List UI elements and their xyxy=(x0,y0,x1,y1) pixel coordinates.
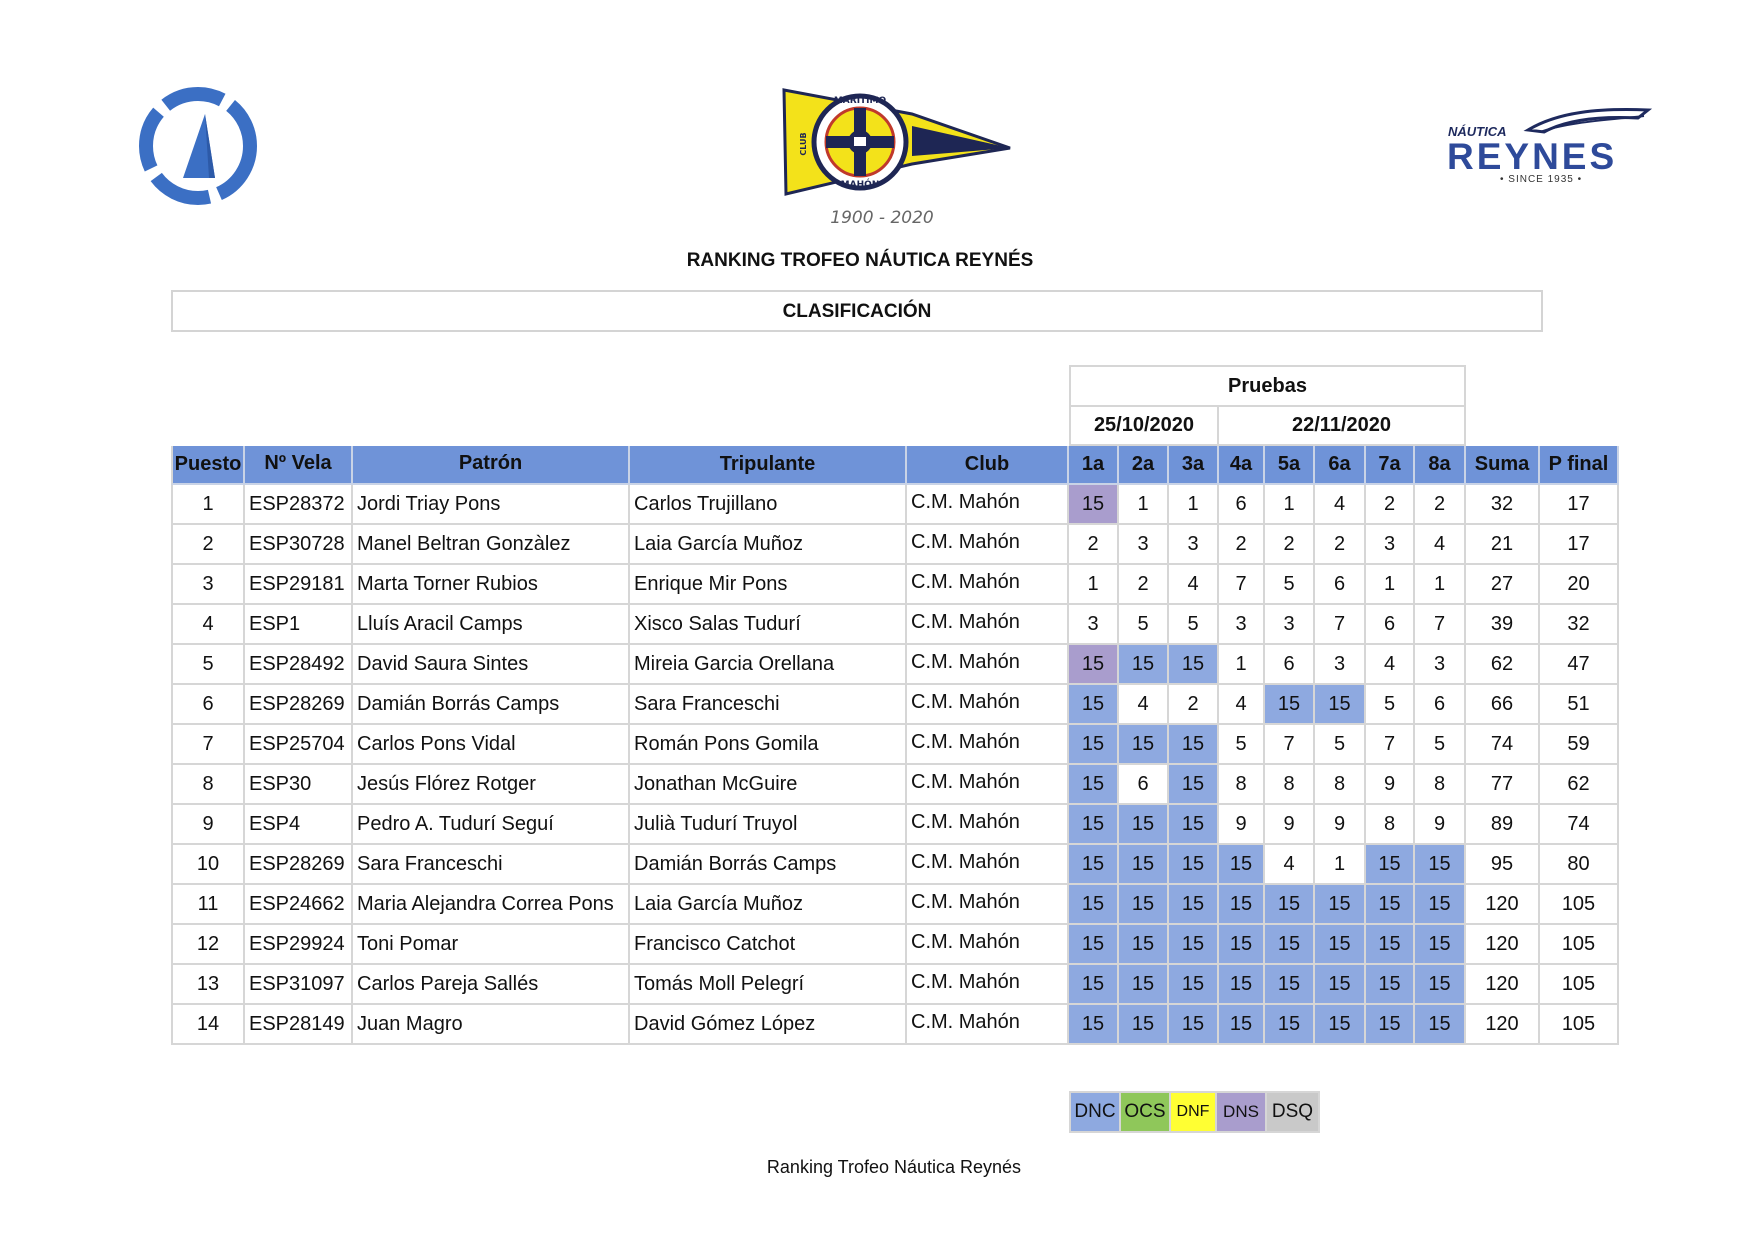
cell-race-6: 3 xyxy=(1315,645,1366,685)
cell-race-1: 15 xyxy=(1069,885,1119,925)
legend-dsq: DSQ xyxy=(1267,1093,1318,1131)
cell-final: 105 xyxy=(1540,965,1619,1005)
cell-puesto: 3 xyxy=(171,565,245,605)
cell-race-5: 15 xyxy=(1265,685,1315,725)
cell-race-3: 15 xyxy=(1169,725,1219,765)
cell-race-4: 15 xyxy=(1219,965,1265,1005)
logo-text-left: CLUB xyxy=(799,132,808,156)
cell-vela: ESP30 xyxy=(245,765,353,805)
cell-race-3: 15 xyxy=(1169,965,1219,1005)
column-header: Suma xyxy=(1466,446,1540,485)
cell-vela: ESP28269 xyxy=(245,685,353,725)
cell-race-8: 15 xyxy=(1415,1005,1466,1045)
cell-race-1: 15 xyxy=(1069,1005,1119,1045)
cell-patron: Juan Magro xyxy=(353,1005,630,1045)
cell-race-2: 3 xyxy=(1119,525,1169,565)
cell-vela: ESP31097 xyxy=(245,965,353,1005)
cell-race-3: 15 xyxy=(1169,885,1219,925)
cell-club: C.M. Mahón xyxy=(907,565,1069,605)
cell-suma: 120 xyxy=(1466,885,1540,925)
cell-race-4: 7 xyxy=(1219,565,1265,605)
cell-race-4: 1 xyxy=(1219,645,1265,685)
cell-tripulante: Sara Franceschi xyxy=(630,685,907,725)
cell-vela: ESP30728 xyxy=(245,525,353,565)
cell-tripulante: Laia García Muñoz xyxy=(630,525,907,565)
cell-suma: 120 xyxy=(1466,965,1540,1005)
cell-race-2: 1 xyxy=(1119,485,1169,525)
column-header: 5a xyxy=(1265,446,1315,485)
column-header: 7a xyxy=(1366,446,1415,485)
cell-puesto: 13 xyxy=(171,965,245,1005)
cell-race-2: 2 xyxy=(1119,565,1169,605)
cell-puesto: 9 xyxy=(171,805,245,845)
cell-vela: ESP28492 xyxy=(245,645,353,685)
cell-race-6: 15 xyxy=(1315,885,1366,925)
club-years: 1900 - 2020 xyxy=(830,208,934,228)
cell-race-6: 8 xyxy=(1315,765,1366,805)
sailing-federation-logo xyxy=(133,86,263,206)
cell-race-7: 15 xyxy=(1366,845,1415,885)
cell-race-2: 15 xyxy=(1119,1005,1169,1045)
cell-race-6: 4 xyxy=(1315,485,1366,525)
cell-race-6: 9 xyxy=(1315,805,1366,845)
cell-race-6: 15 xyxy=(1315,1005,1366,1045)
legend-dnc: DNC xyxy=(1071,1093,1121,1131)
cell-tripulante: Damián Borrás Camps xyxy=(630,845,907,885)
cell-race-8: 3 xyxy=(1415,645,1466,685)
cell-puesto: 12 xyxy=(171,925,245,965)
cell-race-4: 2 xyxy=(1219,525,1265,565)
cell-race-1: 15 xyxy=(1069,645,1119,685)
cell-race-5: 5 xyxy=(1265,565,1315,605)
cell-puesto: 4 xyxy=(171,605,245,645)
cell-race-6: 15 xyxy=(1315,925,1366,965)
column-header: 8a xyxy=(1415,446,1466,485)
cell-final: 47 xyxy=(1540,645,1619,685)
cell-race-4: 6 xyxy=(1219,485,1265,525)
cell-race-4: 15 xyxy=(1219,1005,1265,1045)
cell-patron: Marta Torner Rubios xyxy=(353,565,630,605)
cell-race-7: 2 xyxy=(1366,485,1415,525)
cell-race-5: 6 xyxy=(1265,645,1315,685)
cell-race-8: 9 xyxy=(1415,805,1466,845)
cell-puesto: 5 xyxy=(171,645,245,685)
cell-race-4: 9 xyxy=(1219,805,1265,845)
cell-tripulante: Francisco Catchot xyxy=(630,925,907,965)
cell-tripulante: Julià Tudurí Truyol xyxy=(630,805,907,845)
cell-race-3: 15 xyxy=(1169,845,1219,885)
cell-race-1: 15 xyxy=(1069,685,1119,725)
cell-race-5: 15 xyxy=(1265,965,1315,1005)
cell-race-5: 8 xyxy=(1265,765,1315,805)
brand-nautica: NÁUTICA xyxy=(1448,124,1507,139)
cell-race-2: 15 xyxy=(1119,885,1169,925)
cell-tripulante: Jonathan McGuire xyxy=(630,765,907,805)
cell-race-6: 15 xyxy=(1315,965,1366,1005)
cell-race-5: 1 xyxy=(1265,485,1315,525)
cell-suma: 77 xyxy=(1466,765,1540,805)
cell-race-7: 15 xyxy=(1366,925,1415,965)
cell-race-7: 4 xyxy=(1366,645,1415,685)
cell-patron: Pedro A. Tudurí Seguí xyxy=(353,805,630,845)
cell-race-7: 6 xyxy=(1366,605,1415,645)
cell-race-8: 15 xyxy=(1415,965,1466,1005)
cell-race-5: 15 xyxy=(1265,1005,1315,1045)
cell-race-7: 7 xyxy=(1366,725,1415,765)
cell-race-7: 1 xyxy=(1366,565,1415,605)
table-spacer xyxy=(171,365,1069,446)
cell-race-7: 9 xyxy=(1366,765,1415,805)
cell-club: C.M. Mahón xyxy=(907,725,1069,765)
cell-race-8: 7 xyxy=(1415,605,1466,645)
cell-tripulante: Laia García Muñoz xyxy=(630,885,907,925)
document-title: RANKING TROFEO NÁUTICA REYNÉS xyxy=(686,250,1034,271)
cell-suma: 120 xyxy=(1466,925,1540,965)
cell-race-5: 15 xyxy=(1265,925,1315,965)
cell-race-8: 8 xyxy=(1415,765,1466,805)
cell-patron: Lluís Aracil Camps xyxy=(353,605,630,645)
section-title: CLASIFICACIÓN xyxy=(171,290,1543,332)
cell-race-8: 6 xyxy=(1415,685,1466,725)
cell-race-7: 15 xyxy=(1366,1005,1415,1045)
cell-suma: 21 xyxy=(1466,525,1540,565)
column-header: 1a xyxy=(1069,446,1119,485)
cell-race-7: 15 xyxy=(1366,965,1415,1005)
cell-club: C.M. Mahón xyxy=(907,765,1069,805)
cell-club: C.M. Mahón xyxy=(907,605,1069,645)
cell-race-4: 15 xyxy=(1219,925,1265,965)
column-header: 6a xyxy=(1315,446,1366,485)
cell-tripulante: Román Pons Gomila xyxy=(630,725,907,765)
cell-puesto: 6 xyxy=(171,685,245,725)
cell-club: C.M. Mahón xyxy=(907,645,1069,685)
cell-race-5: 4 xyxy=(1265,845,1315,885)
cell-club: C.M. Mahón xyxy=(907,485,1069,525)
cell-vela: ESP1 xyxy=(245,605,353,645)
cell-suma: 89 xyxy=(1466,805,1540,845)
cell-final: 17 xyxy=(1540,525,1619,565)
cell-suma: 39 xyxy=(1466,605,1540,645)
cell-race-3: 3 xyxy=(1169,525,1219,565)
cell-race-1: 15 xyxy=(1069,485,1119,525)
cell-race-4: 5 xyxy=(1219,725,1265,765)
cell-suma: 66 xyxy=(1466,685,1540,725)
cell-race-3: 4 xyxy=(1169,565,1219,605)
cell-patron: Sara Franceschi xyxy=(353,845,630,885)
cell-race-2: 15 xyxy=(1119,805,1169,845)
cell-race-3: 15 xyxy=(1169,925,1219,965)
cell-club: C.M. Mahón xyxy=(907,965,1069,1005)
brand-since: • SINCE 1935 • xyxy=(1500,174,1583,185)
cell-race-8: 1 xyxy=(1415,565,1466,605)
cell-race-3: 15 xyxy=(1169,805,1219,845)
cell-race-1: 15 xyxy=(1069,965,1119,1005)
cell-suma: 120 xyxy=(1466,1005,1540,1045)
cell-race-6: 15 xyxy=(1315,685,1366,725)
cell-race-2: 6 xyxy=(1119,765,1169,805)
cell-final: 17 xyxy=(1540,485,1619,525)
cell-race-4: 3 xyxy=(1219,605,1265,645)
cell-race-8: 15 xyxy=(1415,845,1466,885)
cell-race-3: 15 xyxy=(1169,645,1219,685)
cell-vela: ESP29181 xyxy=(245,565,353,605)
page-footer: Ranking Trofeo Náutica Reynés xyxy=(766,1157,1022,1177)
cell-patron: Carlos Pareja Sallés xyxy=(353,965,630,1005)
cell-vela: ESP25704 xyxy=(245,725,353,765)
cell-race-1: 15 xyxy=(1069,725,1119,765)
cell-race-3: 1 xyxy=(1169,485,1219,525)
cell-tripulante: David Gómez López xyxy=(630,1005,907,1045)
cell-race-3: 15 xyxy=(1169,765,1219,805)
cell-race-2: 5 xyxy=(1119,605,1169,645)
column-header: Puesto xyxy=(171,446,245,485)
group-header-pruebas: Pruebas xyxy=(1069,365,1466,407)
cell-race-8: 4 xyxy=(1415,525,1466,565)
legend-dnf: DNF xyxy=(1171,1093,1217,1131)
cell-race-2: 4 xyxy=(1119,685,1169,725)
cell-race-1: 3 xyxy=(1069,605,1119,645)
cell-race-1: 15 xyxy=(1069,845,1119,885)
cell-patron: Damián Borrás Camps xyxy=(353,685,630,725)
cell-patron: David Saura Sintes xyxy=(353,645,630,685)
cell-final: 62 xyxy=(1540,765,1619,805)
cell-final: 51 xyxy=(1540,685,1619,725)
cell-race-7: 3 xyxy=(1366,525,1415,565)
legend-ocs: OCS xyxy=(1121,1093,1171,1131)
cell-vela: ESP29924 xyxy=(245,925,353,965)
cell-puesto: 1 xyxy=(171,485,245,525)
cell-race-2: 15 xyxy=(1119,925,1169,965)
cell-suma: 62 xyxy=(1466,645,1540,685)
cell-final: 105 xyxy=(1540,885,1619,925)
cell-vela: ESP28149 xyxy=(245,1005,353,1045)
cell-race-6: 7 xyxy=(1315,605,1366,645)
cell-race-7: 5 xyxy=(1366,685,1415,725)
cell-race-1: 15 xyxy=(1069,765,1119,805)
cell-race-6: 5 xyxy=(1315,725,1366,765)
cell-club: C.M. Mahón xyxy=(907,1005,1069,1045)
cell-race-5: 7 xyxy=(1265,725,1315,765)
cell-race-1: 15 xyxy=(1069,925,1119,965)
cell-race-2: 15 xyxy=(1119,845,1169,885)
cell-patron: Jesús Flórez Rotger xyxy=(353,765,630,805)
cell-race-4: 4 xyxy=(1219,685,1265,725)
cell-race-5: 15 xyxy=(1265,885,1315,925)
column-header: 4a xyxy=(1219,446,1265,485)
cell-tripulante: Carlos Trujillano xyxy=(630,485,907,525)
cell-final: 80 xyxy=(1540,845,1619,885)
column-header: Tripulante xyxy=(630,446,907,485)
cell-race-3: 2 xyxy=(1169,685,1219,725)
cell-vela: ESP24662 xyxy=(245,885,353,925)
cell-club: C.M. Mahón xyxy=(907,885,1069,925)
status-legend xyxy=(1069,1091,1320,1133)
cell-race-2: 15 xyxy=(1119,965,1169,1005)
cell-final: 20 xyxy=(1540,565,1619,605)
club-maritimo-mahon-logo xyxy=(782,86,1016,198)
cell-race-6: 2 xyxy=(1315,525,1366,565)
cell-final: 59 xyxy=(1540,725,1619,765)
column-header: Nº Vela xyxy=(245,446,353,485)
cell-final: 105 xyxy=(1540,1005,1619,1045)
column-header: P final xyxy=(1540,446,1619,485)
cell-race-4: 8 xyxy=(1219,765,1265,805)
cell-suma: 27 xyxy=(1466,565,1540,605)
cell-vela: ESP28372 xyxy=(245,485,353,525)
cell-patron: Jordi Triay Pons xyxy=(353,485,630,525)
cell-race-7: 15 xyxy=(1366,885,1415,925)
cell-race-4: 15 xyxy=(1219,885,1265,925)
cell-race-5: 2 xyxy=(1265,525,1315,565)
cell-club: C.M. Mahón xyxy=(907,685,1069,725)
cell-tripulante: Tomás Moll Pelegrí xyxy=(630,965,907,1005)
column-header: 2a xyxy=(1119,446,1169,485)
cell-club: C.M. Mahón xyxy=(907,805,1069,845)
cell-final: 32 xyxy=(1540,605,1619,645)
cell-tripulante: Xisco Salas Tudurí xyxy=(630,605,907,645)
cell-patron: Toni Pomar xyxy=(353,925,630,965)
table-spacer xyxy=(1466,365,1619,446)
date-header-1: 25/10/2020 xyxy=(1069,407,1219,446)
column-header: 3a xyxy=(1169,446,1219,485)
cell-race-8: 15 xyxy=(1415,925,1466,965)
column-header: Club xyxy=(907,446,1069,485)
cell-race-5: 3 xyxy=(1265,605,1315,645)
cell-tripulante: Mireia Garcia Orellana xyxy=(630,645,907,685)
ranking-table xyxy=(171,365,1619,1045)
cell-puesto: 7 xyxy=(171,725,245,765)
cell-suma: 32 xyxy=(1466,485,1540,525)
cell-race-1: 15 xyxy=(1069,805,1119,845)
cell-race-3: 15 xyxy=(1169,1005,1219,1045)
cell-club: C.M. Mahón xyxy=(907,845,1069,885)
cell-patron: Manel Beltran Gonzàlez xyxy=(353,525,630,565)
cell-race-8: 15 xyxy=(1415,885,1466,925)
cell-tripulante: Enrique Mir Pons xyxy=(630,565,907,605)
cell-final: 74 xyxy=(1540,805,1619,845)
cell-puesto: 10 xyxy=(171,845,245,885)
logo-text-bottom: MAHÓN xyxy=(840,180,880,190)
date-header-2: 22/11/2020 xyxy=(1219,407,1466,446)
cell-final: 105 xyxy=(1540,925,1619,965)
cell-patron: Maria Alejandra Correa Pons xyxy=(353,885,630,925)
cell-puesto: 8 xyxy=(171,765,245,805)
cell-vela: ESP4 xyxy=(245,805,353,845)
cell-race-1: 1 xyxy=(1069,565,1119,605)
cell-race-4: 15 xyxy=(1219,845,1265,885)
cell-club: C.M. Mahón xyxy=(907,925,1069,965)
cell-race-8: 2 xyxy=(1415,485,1466,525)
cell-vela: ESP28269 xyxy=(245,845,353,885)
logo-text-top: MARÍTIMO xyxy=(833,96,887,106)
cell-race-2: 15 xyxy=(1119,645,1169,685)
brand-reynes: REYNES xyxy=(1447,136,1618,177)
cell-race-3: 5 xyxy=(1169,605,1219,645)
cell-race-2: 15 xyxy=(1119,725,1169,765)
cell-race-5: 9 xyxy=(1265,805,1315,845)
column-header: Patrón xyxy=(353,446,630,485)
cell-race-6: 1 xyxy=(1315,845,1366,885)
cell-race-7: 8 xyxy=(1366,805,1415,845)
cell-puesto: 2 xyxy=(171,525,245,565)
cell-puesto: 14 xyxy=(171,1005,245,1045)
cell-club: C.M. Mahón xyxy=(907,525,1069,565)
cell-suma: 95 xyxy=(1466,845,1540,885)
cell-race-8: 5 xyxy=(1415,725,1466,765)
cell-patron: Carlos Pons Vidal xyxy=(353,725,630,765)
cell-race-6: 6 xyxy=(1315,565,1366,605)
cell-suma: 74 xyxy=(1466,725,1540,765)
cell-race-1: 2 xyxy=(1069,525,1119,565)
cell-puesto: 11 xyxy=(171,885,245,925)
legend-dns: DNS xyxy=(1217,1093,1267,1131)
